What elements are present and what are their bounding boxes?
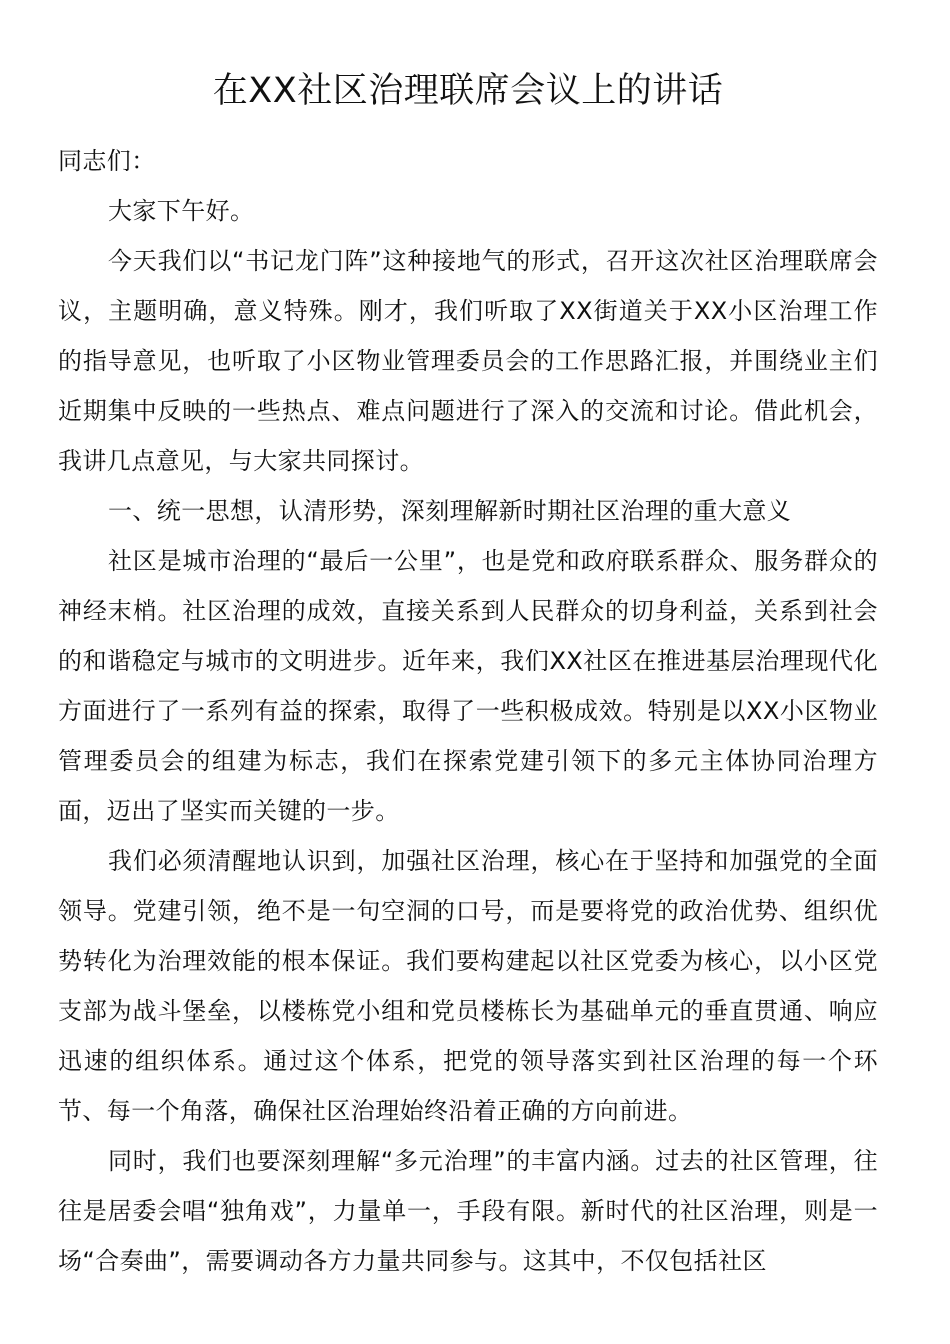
section-heading-1: 一、统一思想，认清形势，深刻理解新时期社区治理的重大意义 [108, 497, 792, 525]
salutation: 同志们： [58, 147, 156, 175]
paragraph-greeting: 大家下午好。 [108, 197, 255, 225]
document-title: 在XX社区治理联席会议上的讲话 [212, 71, 724, 111]
paragraph-intro: 今天我们以“书记龙门阵”这种接地气的形式，召开这次社区治理联席会议，主题明确，意义特殊。刚才，我们听取了XX街道关于XX小区治理工作的指导意见，也听取了小区物业管理委员会的工作思路汇报，并围绕业主们近期集中反映的一些热点、难点问题进行了深入的交流和讨论。借此机会，我讲几点意见，与大家共同探讨。 [58, 247, 878, 475]
paragraph-body-2: 我们必须清醒地认识到，加强社区治理，核心在于坚持和加强党的全面领导。党建引领，绝不是一句空洞的口号，而是要将党的政治优势、组织优势转化为治理效能的根本保证。我们要构建起以社区党委为核心，以小区党支部为战斗堡垒，以楼栋党小组和党员楼栋长为基础单元的垂直贯通、响应迅速的组织体系。通过这个体系，把党的领导落实到社区治理的每一个环节、每一个角落，确保社区治理始终沿着正确的方向前进。 [58, 847, 878, 1125]
paragraph-body-1: 社区是城市治理的“最后一公里”，也是党和政府联系群众、服务群众的神经末梢。社区治理的成效，直接关系到人民群众的切身利益，关系到社会的和谐稳定与城市的文明进步。近年来，我们XX社区在推进基层治理现代化方面进行了一系列有益的探索，取得了一些积极成效。特别是以XX小区物业管理委员会的组建为标志，我们在探索党建引领下的多元主体协同治理方面，迈出了坚实而关键的一步。 [58, 547, 878, 825]
paragraph-body-3: 同时，我们也要深刻理解“多元治理”的丰富内涵。过去的社区管理，往往是居委会唱“独角戏”，力量单一，手段有限。新时代的社区治理，则是一场“合奏曲”，需要调动各方力量共同参与。这其中，不仅包括社区 [58, 1147, 878, 1275]
